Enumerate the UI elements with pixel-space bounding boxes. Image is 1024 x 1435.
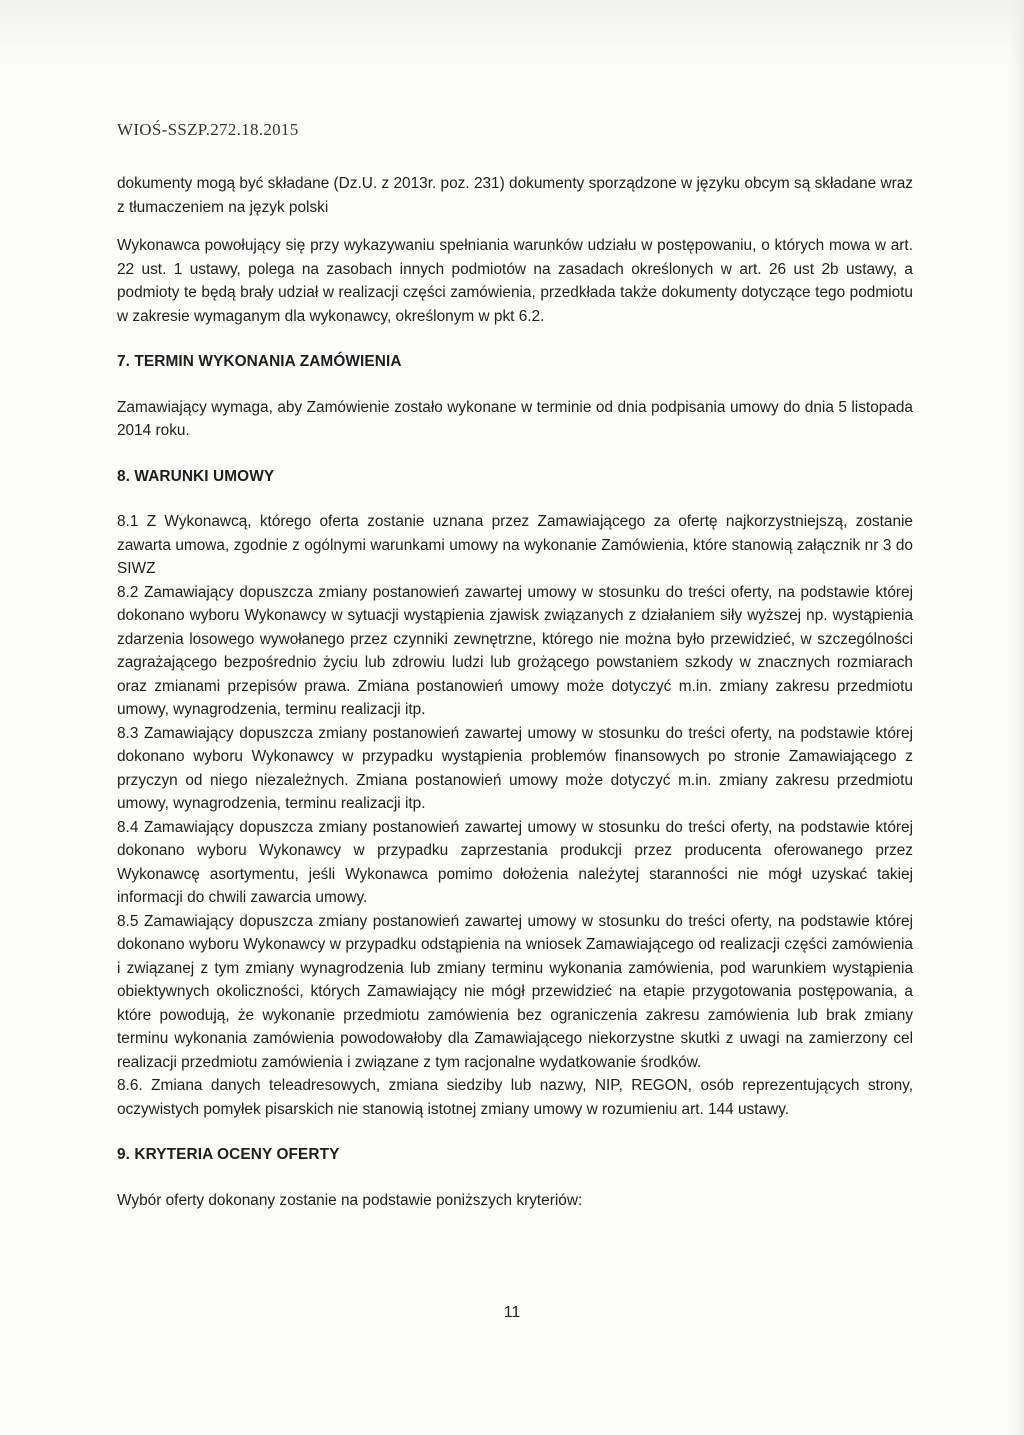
- spacer: [117, 1121, 913, 1143]
- clause-8-3: 8.3 Zamawiający dopuszcza zmiany postanowień zawartej umowy w stosunku do treści oferty, na podstawie której dokonano wyboru Wykonawcy w przypadku wystąpienia problemów finansowych po stronie Zamawiającego z przyczyn od niego niezależnych. Zmiana postanowień umowy może dotyczyć m.in. zmiany zakresu przedmiotu umowy, wynagrodzenia, terminu realizacji itp.: [117, 724, 913, 812]
- section-7-heading: 7. TERMIN WYKONANIA ZAMÓWIENIA: [117, 353, 402, 370]
- section-7-paragraph: Zamawiający wymaga, aby Zamówienie zostało wykonane w terminie od dnia podpisania umowy do dnia 5 listopada 2014 roku.: [117, 398, 913, 439]
- section-9-paragraph: Wybór oferty dokonany zostanie na podstawie poniższych kryteriów:: [117, 1191, 583, 1209]
- document-body: [117, 172, 913, 1212]
- section-9-heading: 9. KRYTERIA OCENY OFERTY: [117, 1146, 340, 1163]
- spacer: [117, 1167, 913, 1189]
- spacer: [117, 328, 913, 350]
- intro-paragraph-2: Wykonawca powołujący się przy wykazywaniu spełniania warunków udziału w postępowaniu, o których mowa w art. 22 ust. 1 ustawy, polega na zasobach innych podmiotów na zasadach określonych w art. 26 ust 2b ustawy, a podmioty te będą brały udział w realizacji części zamówienia, przedkłada także dokumenty dotyczące tego podmiotu w zakresie wymaganym dla wykonawcy, określonym w pkt 6.2.: [117, 237, 913, 325]
- clause-8-5: 8.5 Zamawiający dopuszcza zmiany postanowień zawartej umowy w stosunku do treści oferty, na podstawie której dokonano wyboru Wykonawcy w przypadku odstąpienia na wniosek Zamawiającego od realizacji części zamówienia i związanej z tym zmiany wynagrodzenia lub zmiany terminu wykonania zamówienia, pod warunkiem wystąpienia obiektywnych okoliczności, których Zamawiający nie mógł przewidzieć na etapie przygotowania postępowania, a które powodują, że wykonanie przedmiotu zamówienia bez ograniczenia zakresu zamówienia lub brak zmiany terminu wykonania zamówienia powodowałoby dla Zamawiającego niekorzystne skutki z uwagi na zamierzony cel realizacji przedmiotu zamówienia i związane z tym racjonalne wydatkowanie środków.: [117, 912, 913, 1071]
- spacer: [117, 488, 913, 510]
- intro-paragraph-1: dokumenty mogą być składane (Dz.U. z 2013r. poz. 231) dokumenty sporządzone w języku obcym są składane wraz z tłumaczeniem na język polski: [117, 175, 913, 216]
- spacer: [117, 443, 913, 465]
- clause-8-2: 8.2 Zamawiający dopuszcza zmiany postanowień zawartej umowy w stosunku do treści oferty, na podstawie której dokonano wyboru Wykonawcy w sytuacji wystąpienia zjawisk związanych z działaniem siły wyższej np. wystąpienia zdarzenia losowego wywołanego przez czynniki zewnętrzne, którego nie można było przewidzieć, w szczególności zagrażającego bezpośrednio życiu lub zdrowiu ludzi lub grożącego powstaniem szkody w znacznych rozmiarach oraz zmianami przepisów prawa. Zmiana postanowień umowy może dotyczyć m.in. zmiany zakresu przedmiotu umowy, wynagrodzenia, terminu realizacji itp.: [117, 583, 913, 718]
- spacer: [117, 374, 913, 396]
- document-reference: WIOŚ-SSZP.272.18.2015: [117, 120, 299, 139]
- clause-8-6: 8.6. Zmiana danych teleadresowych, zmiana siedziby lub nazwy, NIP, REGON, osób reprezentujących strony, oczywistych pomyłek pisarskich nie stanowią istotnej zmiany umowy w rozumieniu art. 144 ustawy.: [117, 1077, 913, 1118]
- clause-8-1: 8.1 Z Wykonawcą, którego oferta zostanie uznana przez Zamawiającego za ofertę najkorzystniejszą, zostanie zawarta umowa, zgodnie z ogólnymi warunkami umowy na wykonanie Zamówienia, które stanowią załącznik nr 3 do SIWZ: [117, 513, 913, 577]
- scan-shadow-top: [0, 0, 1024, 70]
- clause-8-4: 8.4 Zamawiający dopuszcza zmiany postanowień zawartej umowy w stosunku do treści oferty, na podstawie której dokonano wyboru Wykonawcy w przypadku zaprzestania produkcji przez producenta oferowanego przez Wykonawcę asortymentu, jeśli Wykonawca pomimo dołożenia należytej staranności nie mógł uzyskać takiej informacji do chwili zawarcia umowy.: [117, 818, 913, 906]
- scan-shadow-right: [1010, 0, 1024, 1435]
- spacer: [117, 219, 913, 234]
- section-8-heading: 8. WARUNKI UMOWY: [117, 467, 275, 485]
- page-number: 11: [503, 1304, 521, 1321]
